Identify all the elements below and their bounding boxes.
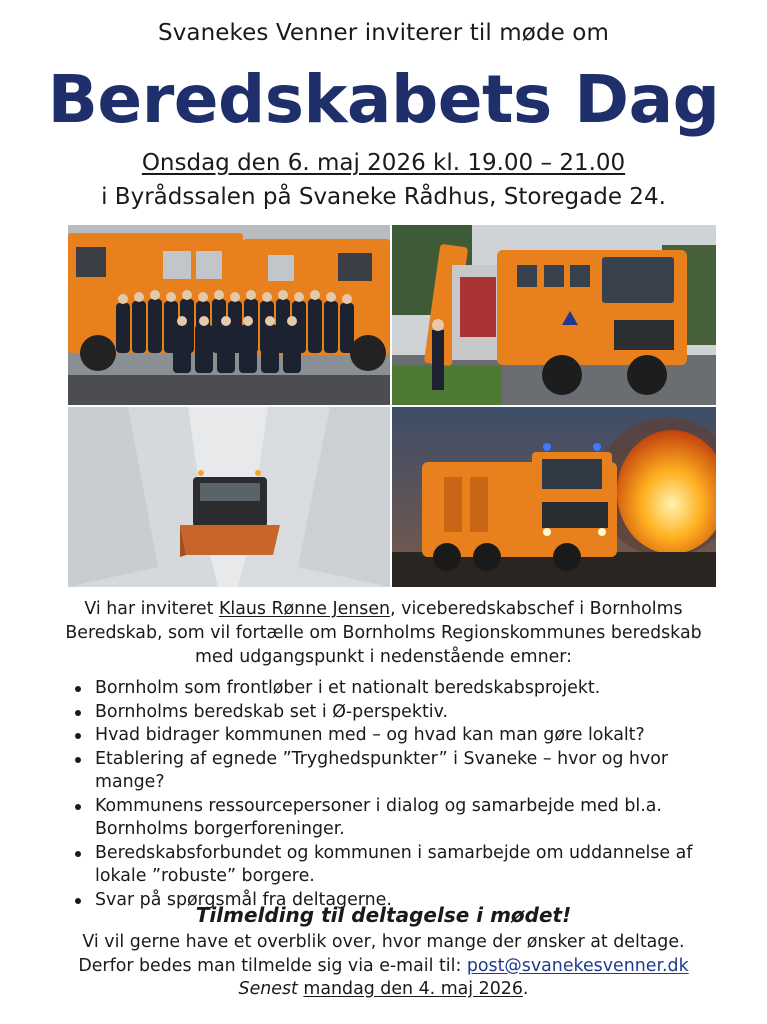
fire-photo (392, 407, 716, 587)
signup-deadline (0, 978, 767, 1002)
deadline-label: Senest (238, 979, 298, 999)
deadline-date: mandag den 4. maj 2026 (303, 979, 523, 999)
list-item: Bornholm som frontløber i et nationalt beredskabsprojekt. (72, 677, 742, 700)
group-photo (68, 225, 390, 405)
speaker-name: Klaus Rønne Jensen (218, 599, 391, 619)
list-item: Svar på spørgsmål fra deltagerne. (72, 889, 742, 912)
intro-paragraph (60, 597, 707, 669)
snowplow-photo-image (68, 407, 390, 587)
signup-line-1: Vi vil gerne have et overblik over, hvor mange der ønsker at deltage. (82, 932, 685, 952)
topic-list (72, 677, 742, 913)
list-item: Beredskabsforbundet og kommunen i samarbejde om uddannelse af lokale ”robuste” borgere. (72, 842, 742, 888)
page-title: Beredskabets Dag (47, 61, 720, 138)
group-photo-image (68, 225, 390, 405)
intro-pre: Vi har inviteret (84, 599, 219, 619)
photo-collage (68, 225, 716, 587)
list-item: Bornholms beredskab set i Ø-perspektiv. (72, 701, 742, 724)
truck-photo (392, 225, 716, 405)
snowplow-photo (68, 407, 390, 587)
list-item: Etablering af egnede ”Tryghedspunkter” i Svaneke – hvor og hvor mange? (72, 748, 742, 794)
intro-post: , viceberedskabschef i Bornholms Beredskab, som vil fortælle om Bornholms Regionskommunes beredskab med udgangspunkt i nedenstående emner: (65, 599, 702, 667)
signup-block (0, 931, 767, 1002)
list-item: Hvad bidrager kommunen med – og hvad kan man gøre lokalt? (72, 724, 742, 747)
signup-heading: Tilmelding til deltagelse i mødet! (195, 903, 572, 927)
signup-line-2-text: Derfor bedes man tilmelde sig via e-mail til: (78, 955, 467, 976)
event-date: Onsdag den 6. maj 2026 kl. 19.00 – 21.00 (141, 150, 626, 176)
deadline-end: . (522, 979, 529, 999)
event-place: i Byrådssalen på Svaneke Rådhus, Storegade 24. (101, 184, 666, 210)
signup-line-2 (0, 955, 767, 979)
email-link[interactable]: post@svanekesvenner.dk (466, 955, 689, 976)
truck-photo-image (392, 225, 716, 405)
list-item: Kommunens ressourcepersoner i dialog og samarbejde med bl.a. Bornholms borgerforeninger. (72, 795, 742, 841)
fire-photo-image (392, 407, 716, 587)
intro-line: Svanekes Venner inviterer til møde om (158, 20, 609, 46)
